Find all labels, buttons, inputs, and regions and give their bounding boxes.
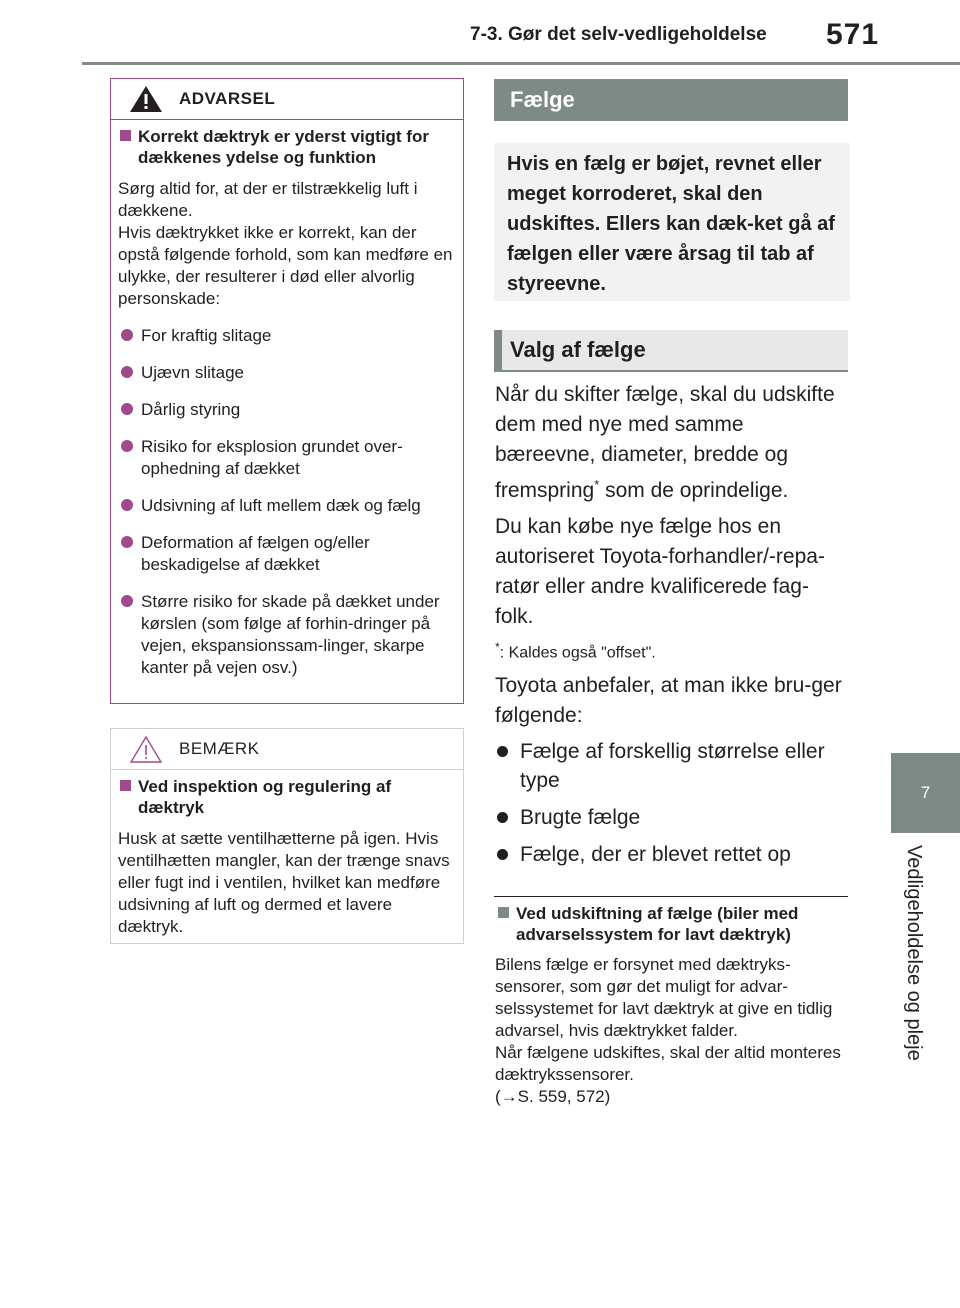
list-item: Risiko for eksplosion grundet over-ophedning af dækket (118, 436, 455, 480)
list-item: Brugte fælge (497, 803, 850, 832)
page-number: 571 (826, 18, 880, 51)
list-item: Større risiko for skade på dækket under kørslen (som følge af forhin-dringer på vejen, ekspansionssam-linger, skarpe kanter på vejen osv.) (118, 591, 455, 679)
square-bullet-icon (120, 780, 131, 791)
section-divider (494, 896, 848, 897)
replacing-rims-text: Bilens fælge er forsynet med dæktryks-sensorer, som gør det muligt for advar-selssystemet for lavt dæktryk at give en tidlig advarsel, hvis dæktrykket falder. Når fælgene udskiftes, skal der altid monteres dæktrykssensorer. (→S. 559, 572) (495, 955, 841, 1106)
bullet-dot-icon (121, 366, 133, 378)
chapter-tab[interactable] (891, 753, 960, 833)
warning-title: ADVARSEL (179, 89, 276, 108)
warning-box (110, 78, 464, 704)
square-bullet-icon (498, 907, 509, 918)
rims-paragraph-2: Du kan købe nye fælge hos en autoriseret Toyota-forhandler/-repa-ratør eller andre kvalificerede fag-folk. (495, 515, 825, 628)
list-item: Dårlig styring (118, 399, 455, 421)
note-box (110, 728, 464, 944)
list-item: Udsivning af luft mellem dæk og fælg (118, 495, 455, 517)
bullet-dot-icon (121, 329, 133, 341)
note-header (111, 729, 463, 770)
bullet-dot-icon (121, 536, 133, 548)
list-item: Fælge af forskellig størrelse eller type (497, 737, 850, 795)
bullet-dot-icon (121, 595, 133, 607)
choosing-rims-heading: Valg af fælge (494, 330, 848, 372)
rims-avoid-list (497, 737, 850, 877)
chapter-number: 7 (920, 783, 931, 802)
rims-caution: Hvis en fælg er bøjet, revnet eller meget korroderet, skal den udskiftes. Ellers kan dæk-ket gå af fælgen eller være årsag til tab af styreevne. (494, 143, 850, 301)
list-item: Ujævn slitage (118, 362, 455, 384)
note-text: Husk at sætte ventilhætterne på igen. Hvis ventilhætten mangler, kan der trænge snavs eller fugt ind i ventilen, hvilket kan medføre udsivning af luft og dermed et lavere dæktryk. (118, 829, 450, 936)
list-item: Fælge, der er blevet rettet op (497, 840, 850, 869)
bullet-dot-icon (497, 746, 508, 757)
note-title: BEMÆRK (179, 739, 260, 758)
footnote: *: Kaldes også "offset". (495, 640, 656, 662)
section-title: 7-3. Gør det selv-vedligeholdelse (470, 24, 767, 45)
warning-header (111, 79, 463, 120)
bullet-dot-icon (497, 812, 508, 823)
rims-paragraph-1: Når du skifter fælge, skal du udskifte dem med nye med samme bæreevne, diameter, bredde og fremspring* som de oprindelige. (495, 383, 835, 502)
warning-text: Sørg altid for, at der er tilstrækkelig luft i dækkene. Hvis dæktrykket ikke er korrekt, kan der opstå følgende forhold, som kan medføre en ulykke, der resulterer i død eller alvorlig personskade: (118, 179, 453, 308)
warning-triangle-icon (128, 84, 164, 114)
caution-outline-icon (128, 734, 164, 764)
warning-list (118, 325, 455, 679)
bullet-dot-icon (121, 403, 133, 415)
bullet-dot-icon (121, 499, 133, 511)
warning-subheading: Korrekt dæktryk er yderst vigtigt for dækkenes ydelse og funktion (118, 126, 455, 168)
square-bullet-icon (120, 130, 131, 141)
replacing-rims-subheading: Ved udskiftning af fælge (biler med advarselssystem for lavt dæktryk) (496, 903, 852, 945)
chapter-name: Vedligeholdelse og pleje (903, 845, 925, 1061)
list-item: For kraftig slitage (118, 325, 455, 347)
bullet-dot-icon (121, 440, 133, 452)
header-rule (82, 62, 960, 65)
rims-paragraph-3: Toyota anbefaler, at man ikke bru-ger følgende: (495, 674, 842, 727)
list-item: Deformation af fælgen og/eller beskadigelse af dækket (118, 532, 455, 576)
rims-heading: Fælge (494, 79, 848, 121)
bullet-dot-icon (497, 849, 508, 860)
note-subheading: Ved inspektion og regulering af dæktryk (118, 776, 455, 818)
